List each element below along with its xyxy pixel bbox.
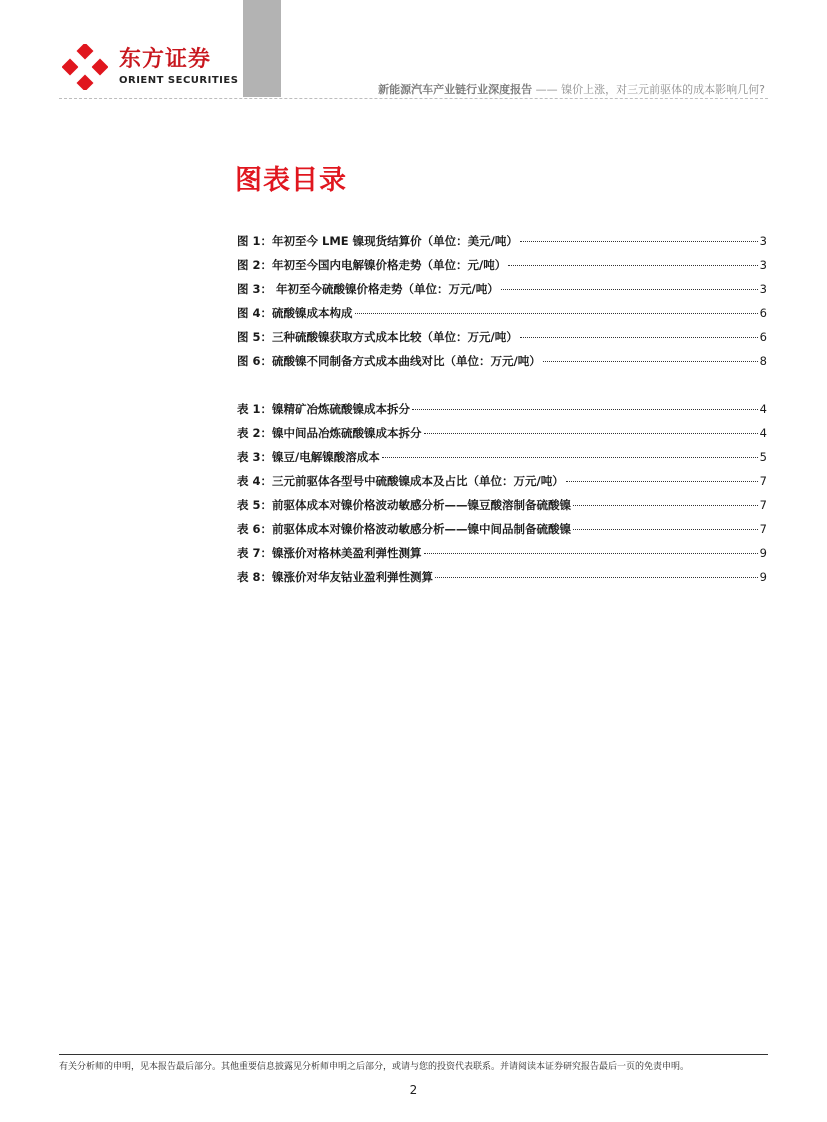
toc-entry-label[interactable]: 表 1：镍精矿冶炼硫酸镍成本拆分 <box>237 402 411 416</box>
toc-dot-leader <box>543 361 758 362</box>
toc-entry[interactable] <box>237 281 767 305</box>
toc-title: 图表目录 <box>235 165 347 196</box>
toc-dot-leader <box>566 481 758 482</box>
toc-entry-page[interactable]: 9 <box>759 546 767 560</box>
toc-dot-leader <box>520 337 758 338</box>
toc-entry-page[interactable]: 3 <box>759 282 767 296</box>
toc-entry[interactable] <box>237 449 767 473</box>
running-header <box>378 83 765 97</box>
toc-entry-label[interactable]: 表 7：镍涨价对格林美盈利弹性测算 <box>237 546 422 560</box>
toc-entry[interactable] <box>237 497 767 521</box>
toc-entry[interactable] <box>237 473 767 497</box>
toc-dot-leader <box>573 529 758 530</box>
toc-entry-label[interactable]: 图 4：硫酸镍成本构成 <box>237 306 353 320</box>
toc-dot-leader <box>424 553 758 554</box>
logo-chinese-name: 东方证券 <box>119 47 212 72</box>
toc-entry-page[interactable]: 7 <box>759 522 767 536</box>
toc-entry-page[interactable]: 7 <box>759 498 767 512</box>
toc-dot-leader <box>508 265 757 266</box>
running-header-subtitle: 镍价上涨，对三元前驱体的成本影响几何? <box>561 83 765 96</box>
toc-entry-page[interactable]: 6 <box>759 306 767 320</box>
toc-entry-label[interactable]: 图 2：年初至今国内电解镍价格走势（单位：元/吨） <box>237 258 507 272</box>
toc-entry-label[interactable]: 图 5：三种硫酸镍获取方式成本比较（单位：万元/吨） <box>237 330 518 344</box>
footer-disclaimer: 有关分析师的申明，见本报告最后部分。其他重要信息披露见分析师申明之后部分，或请与您的投资代表联系。并请阅读本证券研究报告最后一页的免责申明。 <box>59 1062 690 1072</box>
toc-entry-label[interactable]: 表 8：镍涨价对华友钴业盈利弹性测算 <box>237 570 434 584</box>
toc-tables-list <box>237 401 767 593</box>
toc-entry[interactable] <box>237 425 767 449</box>
toc-entry[interactable] <box>237 401 767 425</box>
toc-entry-label[interactable]: 表 2：镍中间品冶炼硫酸镍成本拆分 <box>237 426 422 440</box>
toc-entry-page[interactable]: 6 <box>759 330 767 344</box>
toc-dot-leader <box>424 433 758 434</box>
toc-entry-page[interactable]: 8 <box>759 354 767 368</box>
running-header-title: 新能源汽车产业链行业深度报告 <box>378 83 533 96</box>
toc-dot-leader <box>501 289 758 290</box>
toc-entry-page[interactable]: 3 <box>759 258 767 272</box>
toc-entry[interactable] <box>237 569 767 593</box>
toc-entry-page[interactable]: 4 <box>759 402 767 416</box>
page-number: 2 <box>409 1083 418 1097</box>
footer-divider <box>59 1054 768 1055</box>
toc-entry-label[interactable]: 表 6：前驱体成本对镍价格波动敏感分析——镍中间品制备硫酸镍 <box>237 522 572 536</box>
toc-figures-list <box>237 233 767 377</box>
toc-dot-leader <box>573 505 758 506</box>
logo-english-name: ORIENT SECURITIES <box>119 75 239 86</box>
toc-dot-leader <box>412 409 758 410</box>
header-divider <box>59 98 768 99</box>
toc-entry[interactable] <box>237 305 767 329</box>
toc-dot-leader <box>520 241 758 242</box>
toc-entry-label[interactable]: 图 6：硫酸镍不同制备方式成本曲线对比（单位：万元/吨） <box>237 354 541 368</box>
toc-entry[interactable] <box>237 257 767 281</box>
running-header-dash: —— <box>532 83 562 96</box>
toc-entry-page[interactable]: 7 <box>759 474 767 488</box>
toc-entry[interactable] <box>237 521 767 545</box>
toc-dot-leader <box>435 577 758 578</box>
toc-entry-page[interactable]: 5 <box>759 450 767 464</box>
toc-entry[interactable] <box>237 233 767 257</box>
toc-entry-page[interactable]: 3 <box>759 234 767 248</box>
toc-dot-leader <box>355 313 758 314</box>
toc-entry-page[interactable]: 4 <box>759 426 767 440</box>
toc-entry[interactable] <box>237 545 767 569</box>
toc-entry-label[interactable]: 表 3：镍豆/电解镍酸溶成本 <box>237 450 380 464</box>
toc-entry-label[interactable]: 表 4：三元前驱体各型号中硫酸镍成本及占比（单位：万元/吨） <box>237 474 564 488</box>
toc-entry[interactable] <box>237 353 767 377</box>
toc-entry-label[interactable]: 图 1：年初至今 LME 镍现货结算价（单位：美元/吨） <box>237 234 518 248</box>
header-gray-tab <box>243 0 281 97</box>
toc-entry-page[interactable]: 9 <box>759 570 767 584</box>
toc-entry-label[interactable]: 表 5：前驱体成本对镍价格波动敏感分析——镍豆酸溶制备硫酸镍 <box>237 498 572 512</box>
toc-dot-leader <box>382 457 758 458</box>
toc-entry-label[interactable]: 图 3： 年初至今硫酸镍价格走势（单位：万元/吨） <box>237 282 499 296</box>
orient-securities-logo-icon <box>62 44 108 90</box>
toc-entry[interactable] <box>237 329 767 353</box>
